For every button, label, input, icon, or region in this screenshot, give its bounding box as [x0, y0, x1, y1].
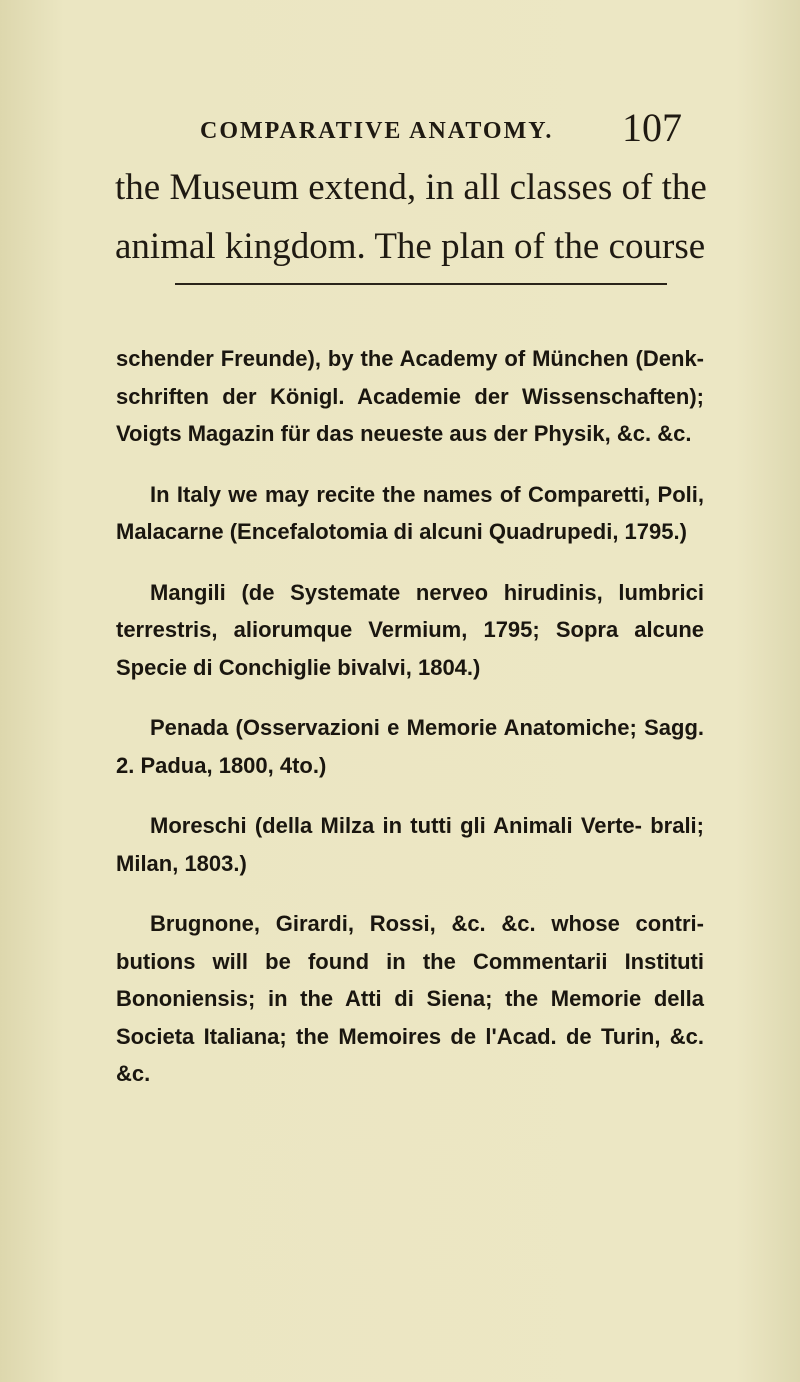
footnotes [116, 340, 704, 1116]
footnote-paragraph: schender Freunde), by the Academy of München (Denk- schriften der Königl. Academie der Wissenschaften); Voigts Magazin für das neueste aus der Physik, &c. &c. [116, 346, 704, 446]
page-number: 107 [622, 105, 682, 150]
body-line: the Museum extend, in all classes of the [115, 167, 707, 208]
footnote-paragraph: In Italy we may recite the names of Comparetti, Poli, Malacarne (Encefalotomia di alcuni Quadrupedi, 1795.) [116, 481, 704, 544]
body-line: animal kingdom. The plan of the course [115, 226, 706, 267]
footnote-paragraph: Penada (Osservazioni e Memorie Anatomiche; Sagg. 2. Padua, 1800, 4to.) [116, 715, 704, 778]
running-head: COMPARATIVE ANATOMY. [200, 118, 554, 144]
footnote-paragraph: Moreschi (della Milza in tutti gli Animali Verte- brali; Milan, 1803.) [116, 813, 704, 876]
footnote-paragraph: Mangili (de Systemate nerveo hirudinis, lumbrici terrestris, aliorumque Vermium, 1795; Sopra alcune Specie di Conchiglie bivalvi, 1804.) [116, 579, 704, 680]
body-text [115, 158, 715, 276]
footnote-divider [175, 283, 667, 285]
footnote-paragraph: Brugnone, Girardi, Rossi, &c. &c. whose contri- butions will be found in the Commentarii Instituti Bononiensis; in the Atti di Siena; the Memorie della Societa Italiana; the Memoires de l'Acad. de Turin, &c. &c. [116, 911, 704, 1086]
